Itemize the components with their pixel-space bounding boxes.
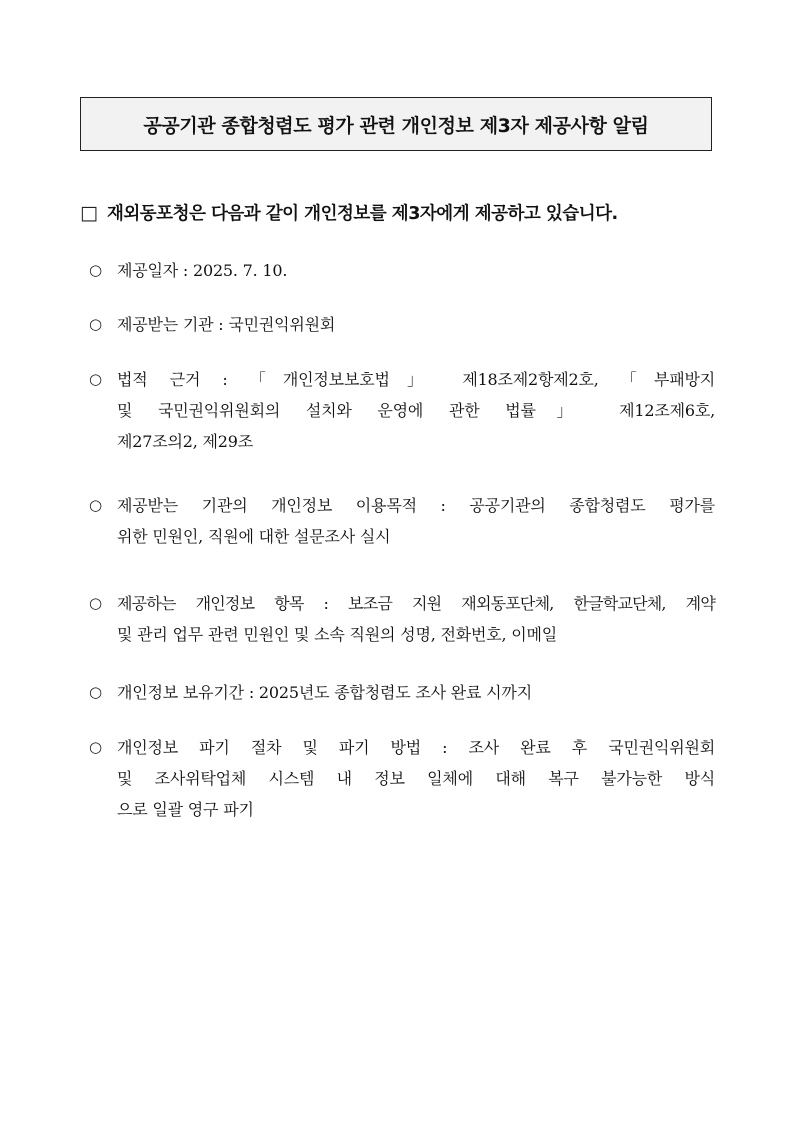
list-item-line: 및 조사위탁업체 시스템 내 정보 일체에 대해 복구 불가능한 방식 <box>117 769 715 788</box>
list-item-line: 제공하는 개인정보 항목 : 보조금 지원 재외동포단체, 한글학교단체, 계약 <box>117 594 715 613</box>
list-item-line: 및 관리 업무 관련 민원인 및 소속 직원의 성명, 전화번호, 이메일 <box>117 625 558 644</box>
circle-bullet-icon: ○ <box>89 370 103 388</box>
circle-bullet-icon: ○ <box>89 261 103 279</box>
list-item-line: 및 국민권익위원회의 설치와 운영에 관한 법률」 제12조제6호, <box>117 401 715 420</box>
list-item-legal-basis <box>89 364 721 457</box>
list-item-text <box>117 732 715 825</box>
list-item-line: 제공받는 기관 : 국민권익위원회 <box>117 315 336 334</box>
list-item-line: 개인정보 보유기간 : 2025년도 종합청렴도 조사 완료 시까지 <box>117 683 532 702</box>
circle-bullet-icon: ○ <box>89 496 103 514</box>
circle-bullet-icon: ○ <box>89 683 103 701</box>
list-item-retention-period <box>89 677 721 708</box>
title-box <box>80 97 712 151</box>
list-item-recipient <box>89 309 721 340</box>
circle-bullet-icon: ○ <box>89 738 103 756</box>
list-item-provision-date <box>89 255 721 286</box>
list-item-text <box>117 490 715 552</box>
circle-bullet-icon: ○ <box>89 594 103 612</box>
list-item-data-fields <box>89 588 721 650</box>
list-item-line: 제27조의2, 제29조 <box>117 432 253 451</box>
page-title: 공공기관 종합청렴도 평가 관련 개인정보 제3자 제공사항 알림 <box>143 114 649 137</box>
section-heading <box>80 200 720 225</box>
list-item-text <box>117 309 335 340</box>
list-item-text <box>117 677 532 708</box>
list-item-line: 제공받는 기관의 개인정보 이용목적 : 공공기관의 종합청렴도 평가를 <box>117 496 715 515</box>
list-item-line: 위한 민원인, 직원에 대한 설문조사 실시 <box>117 527 391 546</box>
list-item-line: 법적 근거 : 「개인정보보호법」 제18조제2항제2호, 「부패방지 <box>117 370 715 389</box>
section-heading-text: 재외동포청은 다음과 같이 개인정보를 제3자에게 제공하고 있습니다. <box>106 204 618 224</box>
list-item-destruction <box>89 732 721 825</box>
list-item-line: 개인정보 파기 절차 및 파기 방법 : 조사 완료 후 국민권익위원회 <box>117 738 715 757</box>
list-item-text <box>117 364 715 457</box>
list-item-line: 으로 일괄 영구 파기 <box>117 800 254 819</box>
list-item-text <box>117 255 287 286</box>
list-item-line: 제공일자 : 2025. 7. 10. <box>117 261 288 280</box>
checkbox-square-icon: □ <box>80 201 98 224</box>
list-item-purpose <box>89 490 721 552</box>
circle-bullet-icon: ○ <box>89 315 103 333</box>
list-item-text <box>117 588 715 650</box>
